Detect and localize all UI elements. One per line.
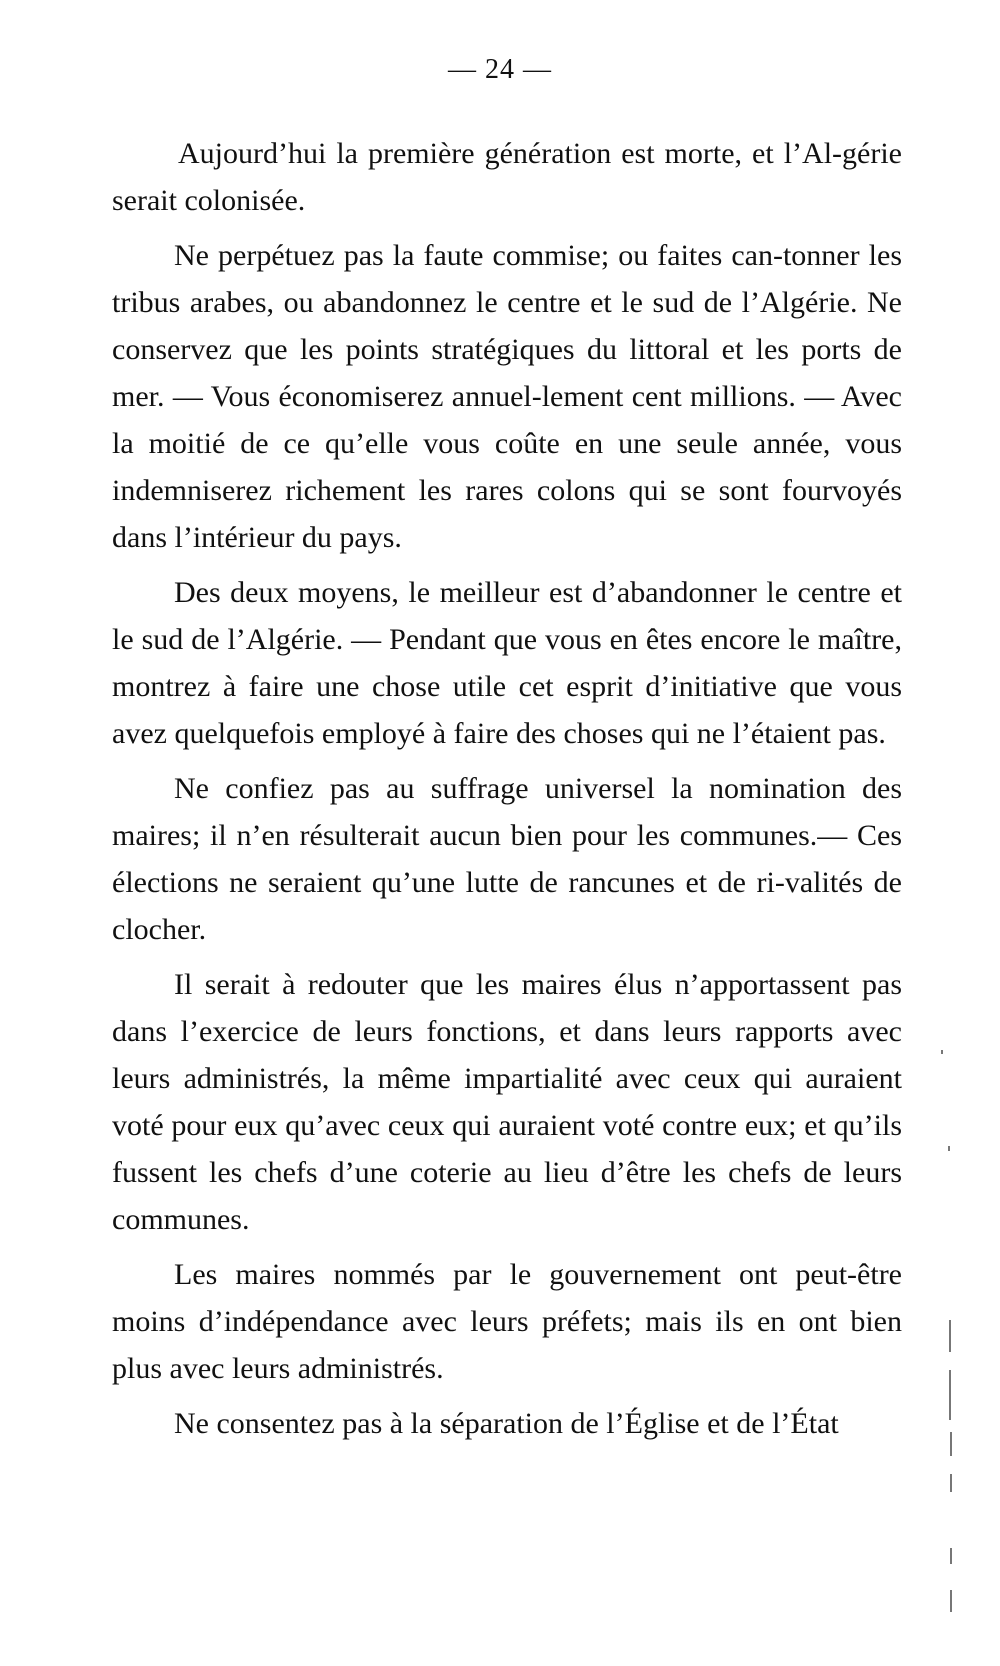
paragraph-5: Il serait à redouter que les maires élus n’apportassent pas dans l’exercice de leurs fonctions, et dans leurs rapports avec leurs administrés, la même impartialité avec ceux qui auraient voté pour eux qu’avec ceux qui auraient voté contre eux; et qu’ils fussent les chefs d’une coterie au lieu d’être les chefs de leurs communes. bbox=[112, 968, 902, 1236]
margin-scan-mark bbox=[949, 1370, 951, 1420]
margin-scan-mark bbox=[950, 1548, 952, 1564]
margin-scan-mark bbox=[950, 1432, 952, 1456]
paragraph-3: Des deux moyens, le meilleur est d’abandonner le centre et le sud de l’Algérie. — Pendant que vous en êtes encore le maître, montrez à faire une chose utile cet esprit d’initiative que vous avez quelquefois employé à faire des choses qui ne l’étaient pas. bbox=[112, 576, 902, 750]
margin-scan-mark bbox=[948, 1146, 950, 1151]
paragraph-1: Aujourd’hui la première génération est morte, et l’Al-gérie serait colonisée. bbox=[112, 137, 902, 217]
page-number: — 24 — bbox=[448, 54, 552, 85]
paragraph-6: Les maires nommés par le gouvernement ont peut-être moins d’indépendance avec leurs préfets; mais ils en ont bien plus avec leurs administrés. bbox=[112, 1258, 902, 1385]
margin-scan-mark bbox=[950, 1590, 952, 1612]
paragraph-4: Ne confiez pas au suffrage universel la nomination des maires; il n’en résulterait aucun bien pour les communes.— Ces élections ne seraient qu’une lutte de rancunes et de ri-valités de clocher. bbox=[112, 772, 902, 946]
page-text bbox=[112, 130, 902, 1455]
margin-scan-mark bbox=[949, 1320, 951, 1352]
paragraph-7: Ne consentez pas à la séparation de l’Église et de l’État bbox=[174, 1407, 839, 1440]
paragraph-2: Ne perpétuez pas la faute commise; ou faites can-tonner les tribus arabes, ou abandonnez le centre et le sud de l’Algérie. Ne conservez que les points stratégiques du littoral et les ports de mer. — Vous économiserez annuel-lement cent millions. — Avec la moitié de ce qu’elle vous coûte en une seule année, vous indemniserez richement les rares colons qui se sont fourvoyés dans l’intérieur du pays. bbox=[112, 239, 902, 554]
margin-scan-mark bbox=[941, 1050, 943, 1054]
margin-scan-mark bbox=[950, 1474, 952, 1492]
